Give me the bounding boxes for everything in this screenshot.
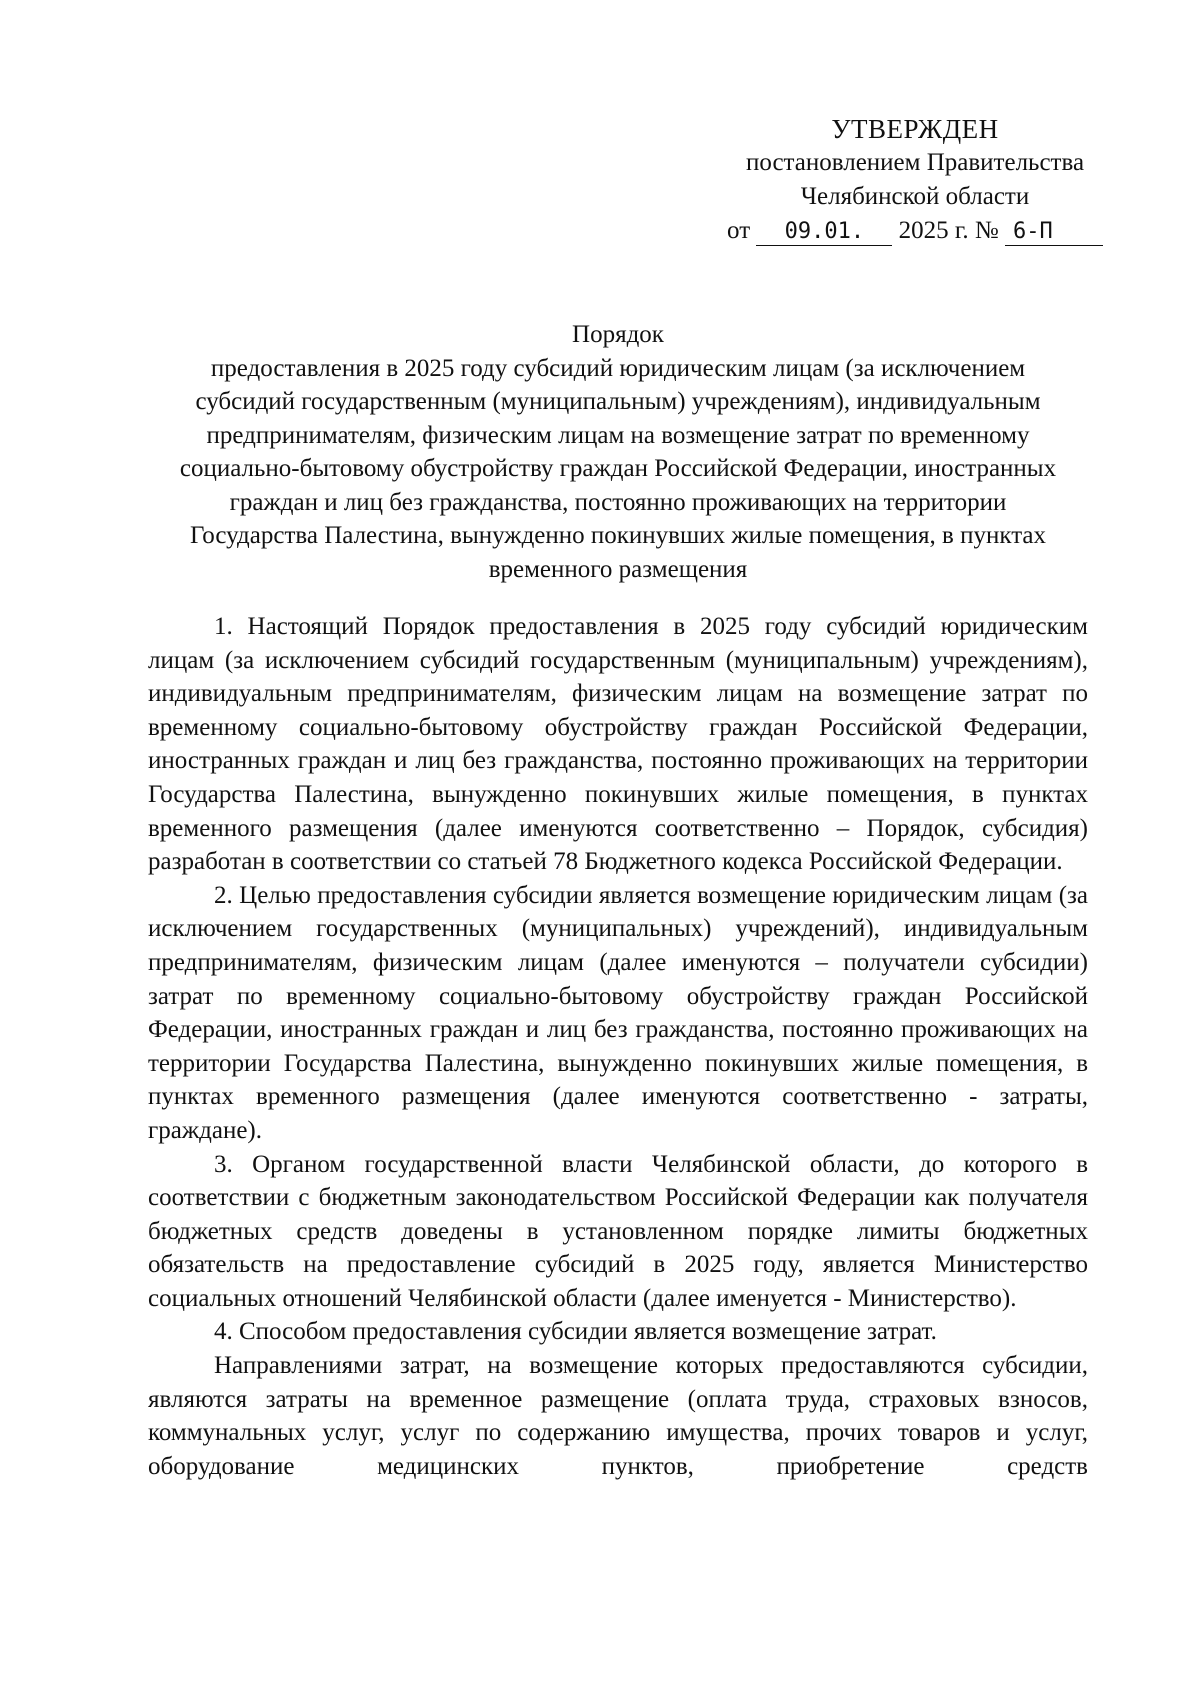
document-title: [148, 318, 1088, 586]
title-line-3: предпринимателям, физическим лицам на возмещение затрат по временному: [206, 421, 1030, 449]
document-body: [148, 610, 1088, 1483]
title-line-1: предоставления в 2025 году субсидий юридическим лицам (за исключением: [210, 354, 1026, 382]
title-line-6: Государства Палестина, вынужденно покинувших жилые помещения, в пунктах: [189, 522, 1047, 549]
paragraph-5: Направлениями затрат, на возмещение которых предоставляются субсидии, являются затраты на временное размещение (оплата труда, страховых взносов, коммунальных услуг, услуг по содержанию имущества, прочих товаров и услуг, оборудование медицинских пунктов, приобретение средств: [148, 1352, 1088, 1480]
title-heading: Порядок: [572, 321, 664, 348]
paragraph-2: 2. Целью предоставления субсидии является возмещение юридическим лицам (за исключением государственных (муниципальных) учреждений), индивидуальным предпринимателям, физическим лицам (далее именуются – получатели субсидии) затрат по временному социально-бытовому обустройству граждан Российской Федерации, иностранных граждан и лиц без гражданства, постоянно проживающих на территории Государства Палестина, вынужденно покинувших жилые помещения, в пунктах временного размещения (далее именуются соответственно - затраты, граждане).: [148, 881, 1088, 1144]
paragraph-3: 3. Органом государственной власти Челябинской области, до которого в соответствии с бюджетным законодательством Российской Федерации как получателя бюджетных средств доведены в установленном порядке лимиты бюджетных обязательств на предоставление субсидий в 2025 году, является Министерство социальных отношений Челябинской области (далее именуется - Министерство).: [148, 1150, 1088, 1312]
approval-heading: УТВЕРЖДЕН: [831, 114, 999, 144]
approval-date-field: 09.01.: [756, 219, 892, 246]
approval-number-field: 6-П: [1005, 219, 1103, 246]
title-line-4: социально-бытовому обустройству граждан Российской Федерации, иностранных: [179, 455, 1057, 482]
approval-line-2: Челябинской области: [800, 183, 1030, 210]
approval-prefix: от: [727, 217, 751, 244]
approval-date-line: [700, 214, 1130, 248]
approval-line-1: постановлением Правительства: [745, 149, 1085, 176]
title-line-2: субсидий государственным (муниципальным) учреждениям), индивидуальным: [195, 388, 1041, 415]
paragraph-4: 4. Способом предоставления субсидии является возмещение затрат.: [214, 1318, 937, 1346]
approval-year-text: 2025 г. №: [898, 217, 999, 244]
title-line-5: граждан и лиц без гражданства, постоянно проживающих на территории: [229, 488, 1007, 516]
title-line-7: временного размещения: [488, 555, 748, 583]
paragraph-1: 1. Настоящий Порядок предоставления в 2025 году субсидий юридическим лицам (за исключением субсидий государственным (муниципальным) учреждениям), индивидуальным предпринимателям, физическим лицам на возмещение затрат по временному социально-бытовому обустройству граждан Российской Федерации, иностранных граждан и лиц без гражданства, постоянно проживающих на территории Государства Палестина, вынужденно покинувших жилые помещения, в пунктах временного размещения (далее именуются соответственно – Порядок, субсидия) разработан в соответствии со статьей 78 Бюджетного кодекса Российской Федерации.: [148, 613, 1088, 876]
approval-stamp: [700, 112, 1130, 248]
